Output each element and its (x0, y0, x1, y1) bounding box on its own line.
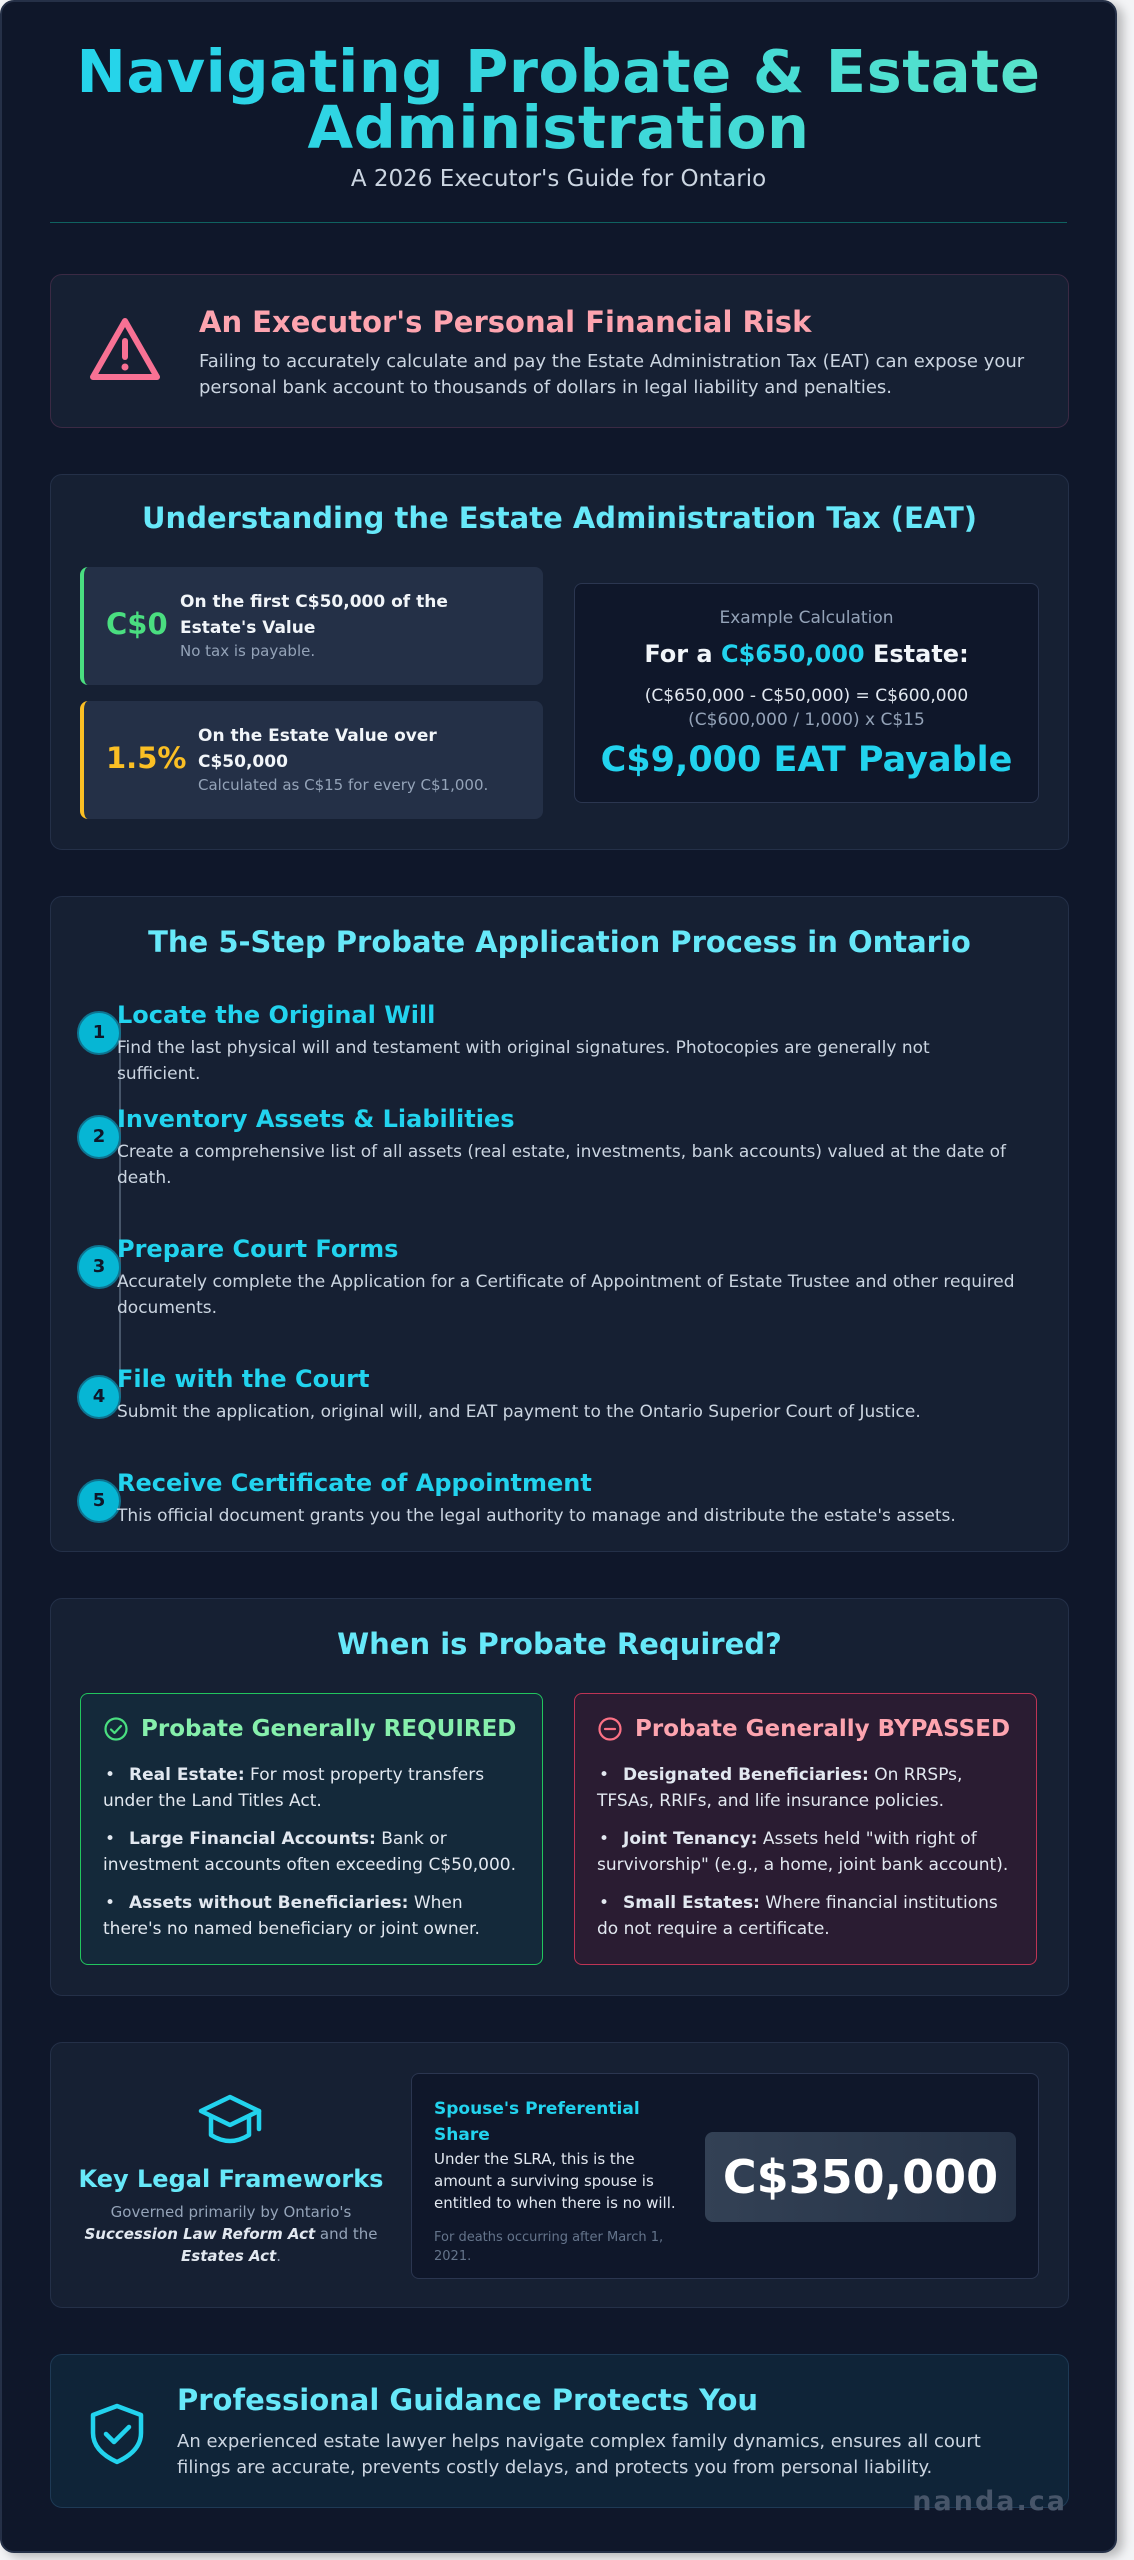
probate-required-card (50, 1598, 1069, 1996)
item-label: Small Estates: (623, 1893, 760, 1913)
check-circle-icon (103, 1716, 129, 1742)
frameworks-desc-suffix: . (276, 2247, 281, 2265)
item-label: Real Estate: (129, 1765, 245, 1785)
required-column (80, 1693, 543, 1965)
bypassed-list (597, 1762, 1014, 1942)
list-item: • Joint Tenancy: Assets held "with right of survivorship" (e.g., a home, joint bank account). (597, 1829, 1009, 1875)
example-heading-suffix: Estate: (864, 640, 969, 668)
step-description: Create a comprehensive list of all assets (real estate, investments, bank accounts) valued at the date of death. (117, 1142, 1006, 1188)
bypassed-column (574, 1693, 1037, 1965)
item-text: On RRSPs, TFSAs, RRIFs, and life insurance policies. (597, 1765, 963, 1811)
item-text: Where financial institutions do not require a certificate. (597, 1893, 998, 1939)
item-text: When there's no named beneficiary or joint owner. (103, 1893, 480, 1939)
risk-card (50, 274, 1069, 428)
example-heading-prefix: For a (644, 640, 721, 668)
act-name: Estates Act (181, 2247, 277, 2265)
spouse-share-panel (411, 2073, 1039, 2279)
frameworks-description (71, 2201, 391, 2267)
step-number-badge: 3 (77, 1245, 121, 1289)
tier-value: C$0 (106, 607, 168, 641)
eat-tier-rate (80, 701, 543, 819)
item-label: Assets without Beneficiaries: (129, 1893, 409, 1913)
step-number-badge: 1 (77, 1011, 121, 1055)
risk-title: An Executor's Personal Financial Risk (199, 305, 812, 339)
required-heading-text: Probate Generally REQUIRED (141, 1716, 517, 1742)
tier-heading: On the Estate Value over C$50,000 (198, 726, 437, 772)
step-title: Prepare Court Forms (117, 1235, 399, 1263)
risk-text: Failing to accurately calculate and pay the Estate Administration Tax (EAT) can expose your personal bank account to thousands of dollars in legal liability and penalties. (199, 351, 1025, 398)
spouse-share-amount: C$350,000 (705, 2132, 1016, 2222)
step-description: Submit the application, original will, and EAT payment to the Ontario Superior Court of Justice. (117, 1402, 921, 1422)
eat-title: Understanding the Estate Administration Tax (EAT) (142, 501, 977, 535)
page-title-line-1: Navigating Probate & Estate (76, 37, 1041, 106)
frameworks-desc-mid: and the (315, 2225, 378, 2243)
step-number-badge: 2 (77, 1115, 121, 1159)
example-step-2: (C$600,000 / 1,000) x C$15 (688, 710, 925, 730)
steps-title: The 5-Step Probate Application Process in Ontario (148, 925, 971, 959)
item-text: Assets held "with right of survivorship" (e.g., a home, joint bank account). (597, 1829, 1009, 1875)
step-number-badge: 4 (77, 1375, 121, 1419)
step-description: Find the last physical will and testament with original signatures. Photocopies are generally not sufficient. (117, 1038, 930, 1084)
list-item: • Small Estates: Where financial institutions do not require a certificate. (597, 1893, 998, 1939)
eat-card (50, 474, 1069, 850)
frameworks-title: Key Legal Frameworks (78, 2165, 384, 2193)
step-description: Accurately complete the Application for a Certificate of Appointment of Estate Trustee and other required documents. (117, 1272, 1015, 1318)
frameworks-desc-prefix: Governed primarily by Ontario's (110, 2203, 352, 2221)
example-calculation (574, 583, 1039, 803)
step-title: Locate the Original Will (117, 1001, 436, 1029)
step-title: File with the Court (117, 1365, 370, 1393)
warning-triangle-icon (87, 315, 163, 383)
example-heading (575, 640, 1038, 668)
bypassed-heading (597, 1716, 1014, 1742)
act-name: Succession Law Reform Act (84, 2225, 316, 2243)
tier-subtext: No tax is payable. (180, 642, 316, 660)
list-item: • Assets without Beneficiaries: When there's no named beneficiary or joint owner. (103, 1893, 480, 1939)
item-label: Designated Beneficiaries: (623, 1765, 869, 1785)
guidance-card (50, 2354, 1069, 2508)
item-text: Bank or investment accounts often exceeding C$50,000. (103, 1829, 517, 1875)
required-title: When is Probate Required? (337, 1627, 782, 1661)
spouse-share-heading: Spouse's Preferential Share (434, 2099, 640, 2145)
item-text: For most property transfers under the Land Titles Act. (103, 1765, 485, 1811)
guidance-title: Professional Guidance Protects You (177, 2383, 759, 2417)
tier-value: 1.5% (106, 741, 187, 775)
tier-heading: On the first C$50,000 of the Estate's Value (180, 592, 448, 638)
steps-card (50, 896, 1069, 1552)
bypassed-heading-text: Probate Generally BYPASSED (635, 1716, 1011, 1742)
list-item: • Large Financial Accounts: Bank or investment accounts often exceeding C$50,000. (103, 1829, 517, 1875)
example-step-1: (C$650,000 - C$50,000) = C$600,000 (644, 686, 969, 706)
header (2, 2, 1115, 223)
example-result: C$9,000 EAT Payable (600, 740, 1013, 780)
required-heading (103, 1716, 520, 1742)
graduation-cap-icon (197, 2091, 263, 2153)
header-divider (50, 222, 1067, 223)
tier-subtext: Calculated as C$15 for every C$1,000. (198, 776, 489, 794)
list-item: • Designated Beneficiaries: On RRSPs, TFSAs, RRIFs, and life insurance policies. (597, 1765, 963, 1811)
step-number-badge: 5 (77, 1479, 121, 1523)
eat-tier-zero (80, 567, 543, 685)
spouse-share-note: For deaths occurring after March 1, 2021. (434, 2230, 664, 2264)
item-label: Joint Tenancy: (623, 1829, 758, 1849)
example-estate-amount: C$650,000 (720, 640, 865, 668)
list-item: • Real Estate: For most property transfers under the Land Titles Act. (103, 1765, 485, 1811)
spouse-share-text: Under the SLRA, this is the amount a surviving spouse is entitled to when there is no will. (434, 2150, 676, 2212)
minus-circle-icon (597, 1716, 623, 1742)
page-title (2, 37, 1115, 162)
step-description: This official document grants you the legal authority to manage and distribute the estate's assets. (117, 1506, 956, 1526)
example-label: Example Calculation (719, 608, 894, 628)
shield-check-icon (85, 2401, 149, 2467)
legal-frameworks-card (50, 2042, 1069, 2308)
step-title: Receive Certificate of Appointment (117, 1469, 592, 1497)
item-label: Large Financial Accounts: (129, 1829, 376, 1849)
required-list (103, 1762, 520, 1942)
page-subtitle: A 2026 Executor's Guide for Ontario (350, 166, 767, 192)
guidance-text: An experienced estate lawyer helps navigate complex family dynamics, ensures all court filings are accurate, prevents costly delays, and protects you from personal liability. (177, 2431, 981, 2478)
step-title: Inventory Assets & Liabilities (117, 1105, 515, 1133)
page-title-line-2: Administration (307, 93, 810, 162)
brand-watermark[interactable]: nanda.ca (912, 2486, 1067, 2517)
